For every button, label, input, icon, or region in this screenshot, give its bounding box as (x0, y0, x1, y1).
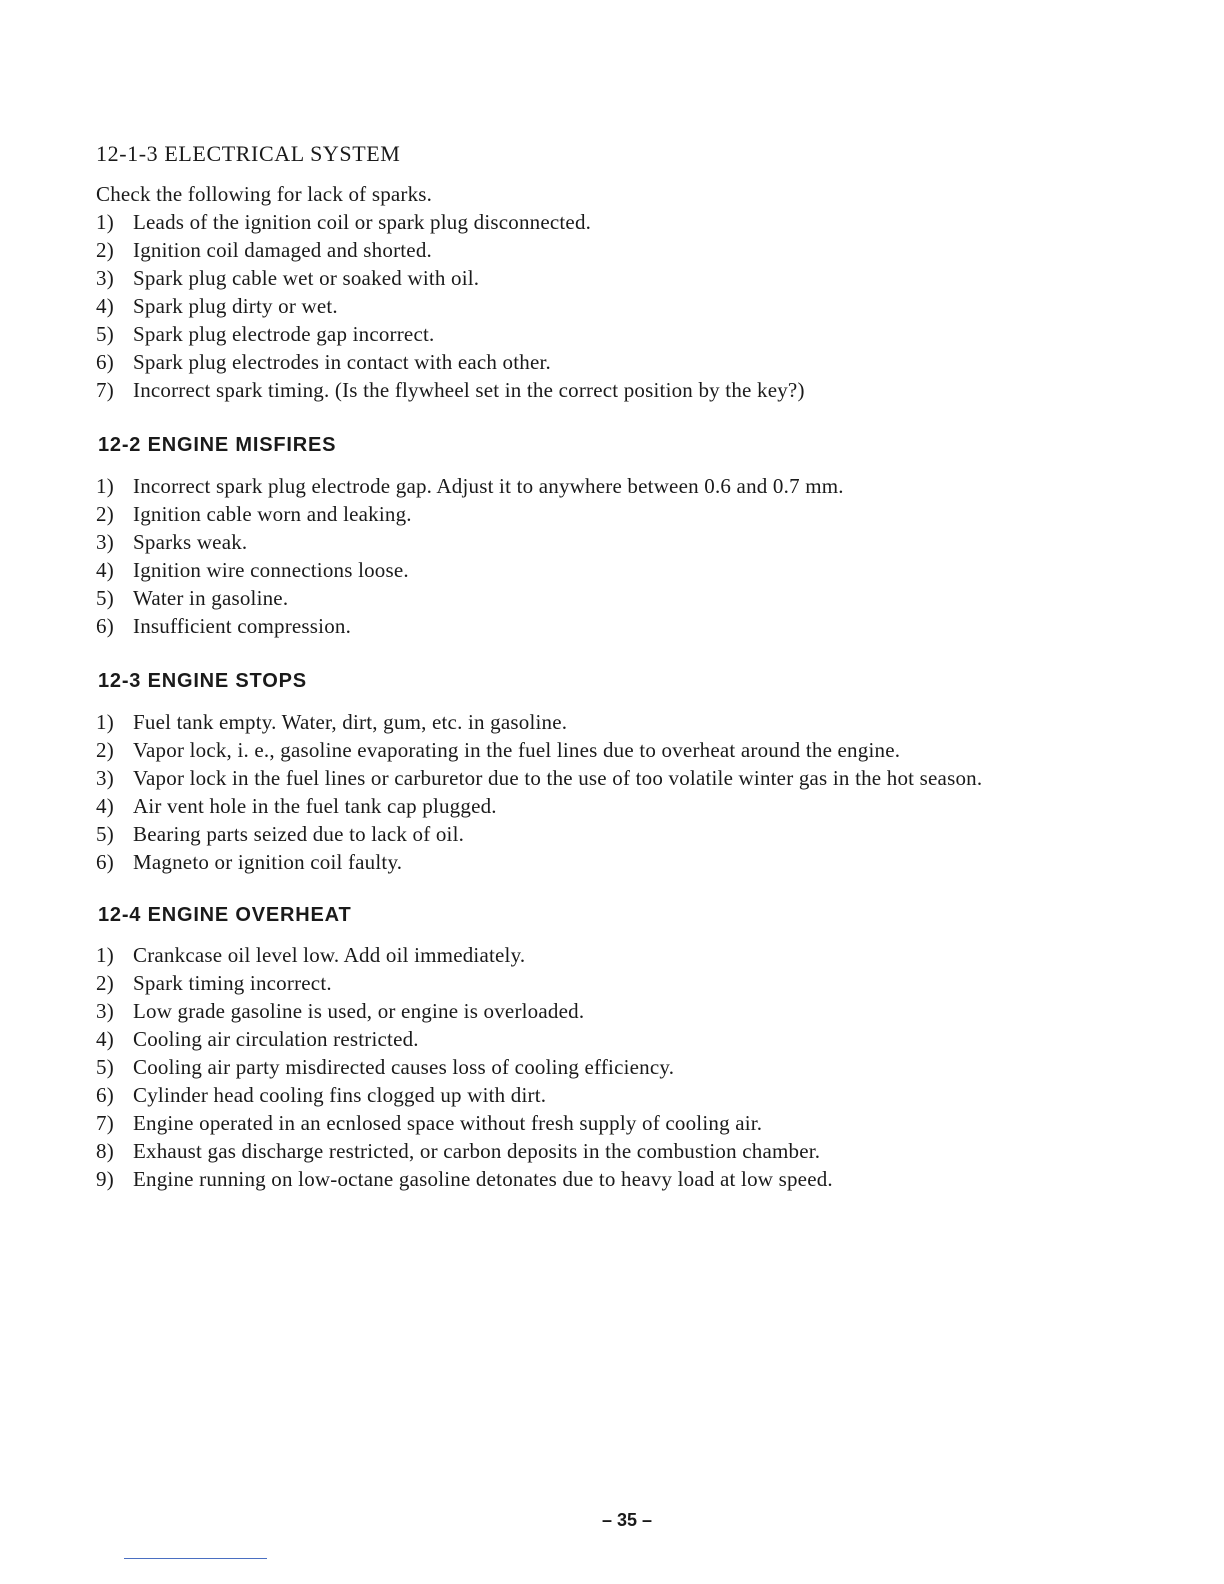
item-text: Cooling air circulation restricted. (133, 1027, 419, 1051)
item-text: Ignition wire connections loose. (133, 558, 409, 582)
list-item (96, 584, 844, 612)
item-text: Exhaust gas discharge restricted, or carbon deposits in the combustion chamber. (133, 1139, 821, 1163)
item-text: Spark plug electrodes in contact with each other. (133, 350, 551, 374)
list-item (96, 348, 805, 376)
list-item (96, 708, 982, 736)
item-number: 6) (96, 614, 114, 638)
item-number: 1) (96, 943, 114, 967)
item-text: Incorrect spark plug electrode gap. Adjust it to anywhere between 0.6 and 0.7 mm. (133, 474, 844, 498)
item-number: 5) (96, 322, 114, 346)
item-text: Spark plug cable wet or soaked with oil. (133, 266, 480, 290)
item-number: 3) (96, 530, 114, 554)
list-item (96, 941, 833, 969)
item-number: 3) (96, 766, 114, 790)
item-number: 6) (96, 850, 114, 874)
item-text: Vapor lock, i. e., gasoline evaporating in the fuel lines due to overheat around the engine. (133, 738, 901, 762)
item-text: Ignition cable worn and leaking. (133, 502, 412, 526)
item-number: 1) (96, 210, 114, 234)
item-number: 1) (96, 710, 114, 734)
item-number: 6) (96, 1083, 114, 1107)
item-number: 4) (96, 294, 114, 318)
item-text: Ignition coil damaged and shorted. (133, 238, 432, 262)
list-item (96, 528, 844, 556)
list-item (96, 1165, 833, 1193)
item-number: 2) (96, 738, 114, 762)
item-number: 1) (96, 474, 114, 498)
item-number: 5) (96, 1055, 114, 1079)
list-item (96, 792, 982, 820)
item-number: 2) (96, 502, 114, 526)
item-text: Sparks weak. (133, 530, 248, 554)
item-number: 5) (96, 822, 114, 846)
item-text: Crankcase oil level low. Add oil immediately. (133, 943, 526, 967)
list-item (96, 848, 982, 876)
list-item (96, 376, 805, 404)
list-item (96, 997, 833, 1025)
item-text: Air vent hole in the fuel tank cap plugged. (133, 794, 497, 818)
list-item (96, 820, 982, 848)
item-text: Bearing parts seized due to lack of oil. (133, 822, 465, 846)
section-heading-engine-overheat: 12-4 ENGINE OVERHEAT (98, 904, 352, 926)
list-item (96, 1053, 833, 1081)
item-text: Spark timing incorrect. (133, 971, 332, 995)
section-intro: Check the following for lack of sparks. (96, 182, 433, 206)
section-heading-engine-misfires: 12-2 ENGINE MISFIRES (98, 434, 337, 456)
item-text: Water in gasoline. (133, 586, 289, 610)
list-item (96, 736, 982, 764)
section-title-electrical-system: 12-1-3 ELECTRICAL SYSTEM (96, 141, 401, 166)
list-item (96, 320, 805, 348)
item-text: Low grade gasoline is used, or engine is overloaded. (133, 999, 585, 1023)
item-number: 3) (96, 999, 114, 1023)
item-text: Engine running on low-octane gasoline detonates due to heavy load at low speed. (133, 1167, 833, 1191)
item-number: 4) (96, 558, 114, 582)
list-electrical-system (96, 208, 805, 404)
footer-divider (124, 1558, 267, 1559)
item-text: Leads of the ignition coil or spark plug disconnected. (133, 210, 592, 234)
list-item (96, 1137, 833, 1165)
page-number: – 35 – (601, 1510, 653, 1530)
item-text: Incorrect spark timing. (Is the flywheel set in the correct position by the key?) (133, 378, 805, 402)
list-item (96, 764, 982, 792)
list-item (96, 500, 844, 528)
item-text: Spark plug dirty or wet. (133, 294, 338, 318)
item-number: 2) (96, 971, 114, 995)
item-text: Magneto or ignition coil faulty. (133, 850, 403, 874)
item-number: 7) (96, 378, 114, 402)
list-item (96, 556, 844, 584)
list-item (96, 612, 844, 640)
list-engine-overheat (96, 941, 833, 1193)
list-item (96, 1025, 833, 1053)
list-item (96, 969, 833, 997)
list-engine-misfires (96, 472, 844, 640)
item-number: 5) (96, 586, 114, 610)
item-number: 4) (96, 794, 114, 818)
item-number: 9) (96, 1167, 114, 1191)
item-number: 6) (96, 350, 114, 374)
item-text: Cooling air party misdirected causes loss of cooling efficiency. (133, 1055, 675, 1079)
list-item (96, 292, 805, 320)
list-item (96, 264, 805, 292)
section-heading-engine-stops: 12-3 ENGINE STOPS (98, 670, 307, 692)
item-text: Engine operated in an ecnlosed space without fresh supply of cooling air. (133, 1111, 763, 1135)
item-text: Fuel tank empty. Water, dirt, gum, etc. in gasoline. (133, 710, 568, 734)
item-text: Spark plug electrode gap incorrect. (133, 322, 435, 346)
list-engine-stops (96, 708, 982, 876)
list-item (96, 208, 805, 236)
item-number: 2) (96, 238, 114, 262)
item-text: Insufficient compression. (133, 614, 352, 638)
item-text: Vapor lock in the fuel lines or carburetor due to the use of too volatile winter gas in the hot season. (133, 766, 983, 790)
list-item (96, 236, 805, 264)
item-text: Cylinder head cooling fins clogged up with dirt. (133, 1083, 547, 1107)
item-number: 8) (96, 1139, 114, 1163)
item-number: 3) (96, 266, 114, 290)
list-item (96, 1081, 833, 1109)
item-number: 4) (96, 1027, 114, 1051)
list-item (96, 472, 844, 500)
list-item (96, 1109, 833, 1137)
item-number: 7) (96, 1111, 114, 1135)
